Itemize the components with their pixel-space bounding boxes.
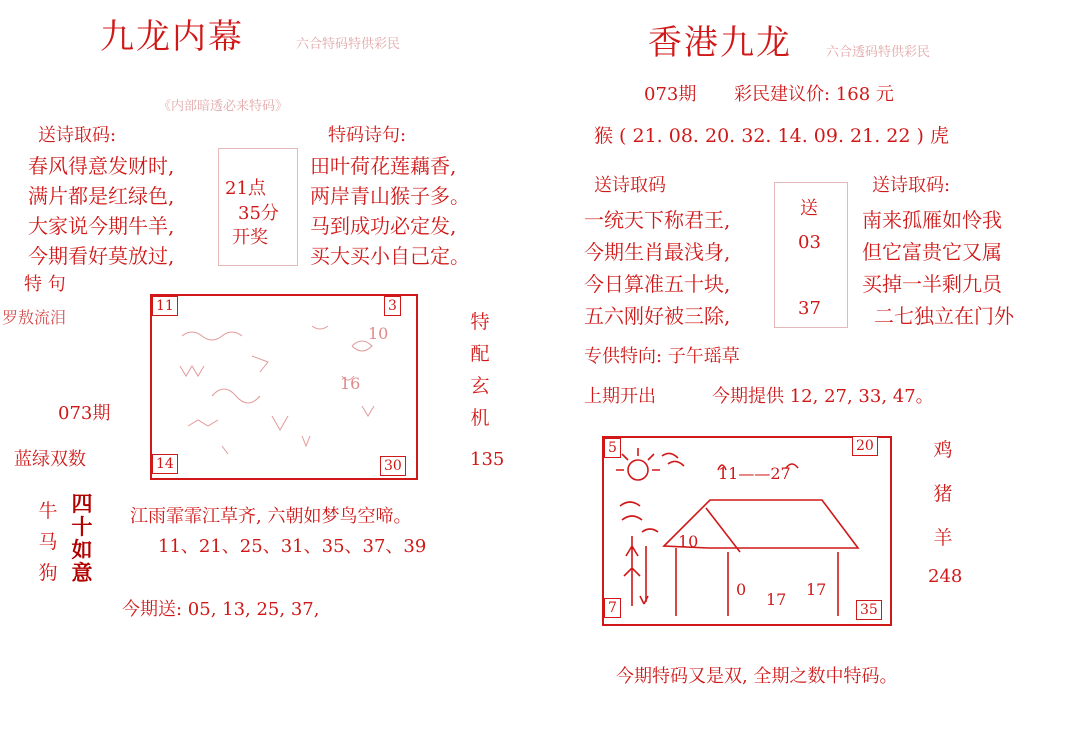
right-poem-head-left: 送诗取码 [594,175,666,196]
left-side-text: 罗敖流泪 [2,308,67,327]
right-last-open: 上期开出 [584,386,656,407]
left-corner-br: 30 [380,456,406,476]
right-poem-right-line-1: 南来孤雁如怜我 [862,208,1002,232]
left-idiom-char-2: 十 [71,514,93,539]
left-title: 九龙内幕 [100,17,244,57]
left-time-box-line-3: 开奖 [232,227,268,248]
left-corner-tr: 3 [384,296,401,316]
left-right-col-char-3: 玄 [470,375,490,397]
left-corner-bl: 14 [152,454,178,474]
right-send-box-num-1: 03 [798,232,821,253]
left-time-box-line-2: 35分 [238,203,279,224]
left-animal-3: 狗 [38,562,58,584]
left-right-col-char-4: 机 [470,407,490,429]
right-poem-line-4: 五六刚好被三除, [584,304,731,328]
left-subtitle: 六合特码特供彩民 [296,37,401,52]
left-poem-right-line-2: 两岸青山猴子多。 [310,184,470,208]
left-verse: 江雨霏霏江草齐, 六朝如梦鸟空啼。 [130,506,412,527]
left-poem-line-4: 今期看好莫放过, [28,244,175,268]
right-special: 专供特向: 子午瑶草 [584,346,740,367]
left-time-box-line-1: 21点 [225,178,266,199]
left-animals-column [36,496,60,589]
right-subtitle: 六合透码特供彩民 [826,45,931,60]
right-send-box-label: 送 [800,198,818,219]
left-poem-line-3: 大家说今期牛羊, [28,214,175,238]
right-corner-tr: 20 [852,436,878,456]
left-idiom-char-4: 意 [71,560,93,585]
right-poem-head-right: 送诗取码: [872,175,951,196]
right-corner-bl: 7 [604,598,621,618]
left-right-col-char-1: 特 [470,311,490,333]
left-poem-head-right: 特码诗句: [328,125,407,146]
right-poem-line-3: 今日算准五十块, [584,272,731,296]
left-poem-right-line-4: 买大买小自己定。 [310,244,470,268]
right-animal-1: 鸡 [933,439,953,461]
right-animal-num: 248 [928,566,963,587]
right-send-box-num-2: 37 [798,298,821,319]
left-te-ju: 特 句 [24,274,66,295]
right-poem-right-line-2: 但它富贵它又属 [862,240,1002,264]
right-sketch-num-1: 10 [678,532,699,551]
right-issue: 073期 [644,84,697,105]
right-animal-column [930,428,956,560]
left-poem-right-line-1: 田叶荷花莲藕香, [310,154,457,178]
right-corner-br: 35 [856,600,882,620]
left-poem-head-left: 送诗取码: [38,125,117,146]
left-right-col-char-2: 配 [470,343,490,365]
left-right-num: 135 [470,449,505,470]
left-sketch-drawing [152,296,412,476]
right-corner-tl: 5 [604,438,621,458]
right-poem-right-line-4: 二七独立在门外 [874,304,1014,328]
right-poem-line-2: 今期生肖最浅身, [584,240,731,264]
left-color-hint: 蓝绿双数 [14,449,86,470]
left-animal-2: 马 [38,531,58,553]
left-sketch-num-1: 10 [368,324,389,343]
left-poem-right-line-3: 马到成功必定发, [310,214,457,238]
right-bottom-line: 今期特码又是双, 全期之数中特码。 [616,666,898,687]
left-right-column [468,306,492,434]
right-poem-line-1: 一统天下称君王, [584,208,731,232]
left-corner-tl: 11 [152,296,178,316]
left-idiom-char-3: 如 [71,537,93,562]
left-issue: 073期 [58,403,111,424]
left-animal-1: 牛 [38,500,58,522]
left-poem-line-2: 满片都是红绿色, [28,184,175,208]
right-price: 彩民建议价: 168 元 [734,84,894,105]
right-provide: 今期提供 12, 27, 33, 47。 [712,386,934,407]
right-animal-3: 羊 [933,527,953,549]
right-poem-right-line-3: 买掉一半剩九员 [862,272,1002,296]
right-title: 香港九龙 [648,23,792,63]
right-animal-2: 猪 [933,483,953,505]
left-faint-line: 《内部暗透必来特码》 [158,99,289,114]
left-idiom-column [68,492,96,584]
right-sketch-num-3: 17 [766,590,787,609]
right-sketch-num-2: 0 [736,580,747,599]
right-monkey-line: 猴 ( 21. 08. 20. 32. 14. 09. 21. 22 ) 虎 [594,125,949,147]
right-sketch-num-4: 17 [806,580,827,599]
left-poem-line-1: 春风得意发财时, [28,154,175,178]
left-idiom-char-1: 四 [71,491,93,516]
left-sketch-num-2: 16 [340,374,361,393]
left-send: 今期送: 05, 13, 25, 37, [122,599,320,620]
right-sketch-label: 11——27 [718,464,791,483]
left-numbers: 11、21、25、31、35、37、39 [158,536,427,557]
